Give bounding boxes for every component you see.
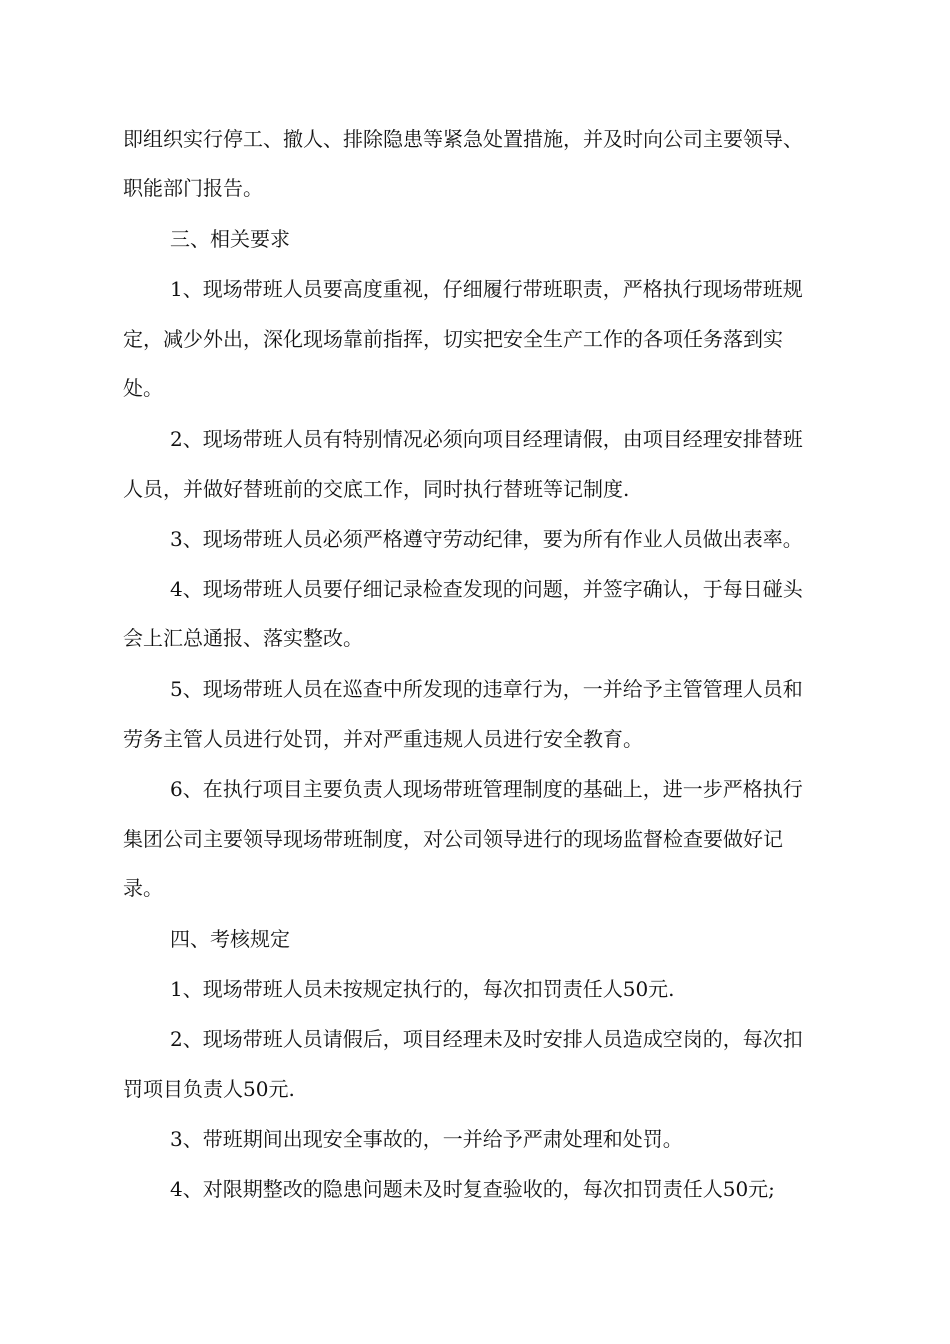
text-line: 即组织实行停工、撤人、排除隐患等紧急处置措施，并及时向公司主要领导、 (123, 127, 803, 151)
text-line: 劳务主管人员进行处罚，并对严重违规人员进行安全教育。 (123, 727, 643, 751)
text-line: 2、现场带班人员有特别情况必须向项目经理请假，由项目经理安排替班 (170, 427, 803, 451)
text-line: 1、现场带班人员未按规定执行的，每次扣罚责任人50元. (170, 977, 675, 1001)
text-line: 人员，并做好替班前的交底工作，同时执行替班等记制度. (123, 477, 630, 501)
text-line: 定，减少外出，深化现场靠前指挥，切实把安全生产工作的各项任务落到实 (123, 327, 783, 351)
text-line: 2、现场带班人员请假后，项目经理未及时安排人员造成空岗的，每次扣 (170, 1027, 803, 1051)
text-line: 4、现场带班人员要仔细记录检查发现的问题，并签字确认，于每日碰头 (170, 577, 803, 601)
text-line: 5、现场带班人员在巡查中所发现的违章行为，一并给予主管管理人员和 (170, 677, 803, 701)
text-line: 罚项目负责人50元. (123, 1077, 295, 1101)
text-line: 6、在执行项目主要负责人现场带班管理制度的基础上，进一步严格执行 (170, 777, 803, 801)
text-line: 1、现场带班人员要高度重视，仔细履行带班职责，严格执行现场带班规 (170, 277, 803, 301)
text-line: 集团公司主要领导现场带班制度，对公司领导进行的现场监督检查要做好记 (123, 827, 783, 851)
text-line: 3、带班期间出现安全事故的，一并给予严肃处理和处罚。 (170, 1127, 683, 1151)
text-line: 处。 (123, 376, 163, 400)
text-line: 录。 (123, 876, 163, 900)
text-line: 4、对限期整改的隐患问题未及时复查验收的，每次扣罚责任人50元; (170, 1177, 775, 1201)
text-line: 3、现场带班人员必须严格遵守劳动纪律，要为所有作业人员做出表率。 (170, 527, 803, 551)
section-heading: 四、考核规定 (170, 927, 290, 951)
section-heading: 三、相关要求 (170, 227, 290, 251)
text-line: 会上汇总通报、落实整改。 (123, 626, 363, 650)
text-line: 职能部门报告。 (123, 176, 263, 200)
